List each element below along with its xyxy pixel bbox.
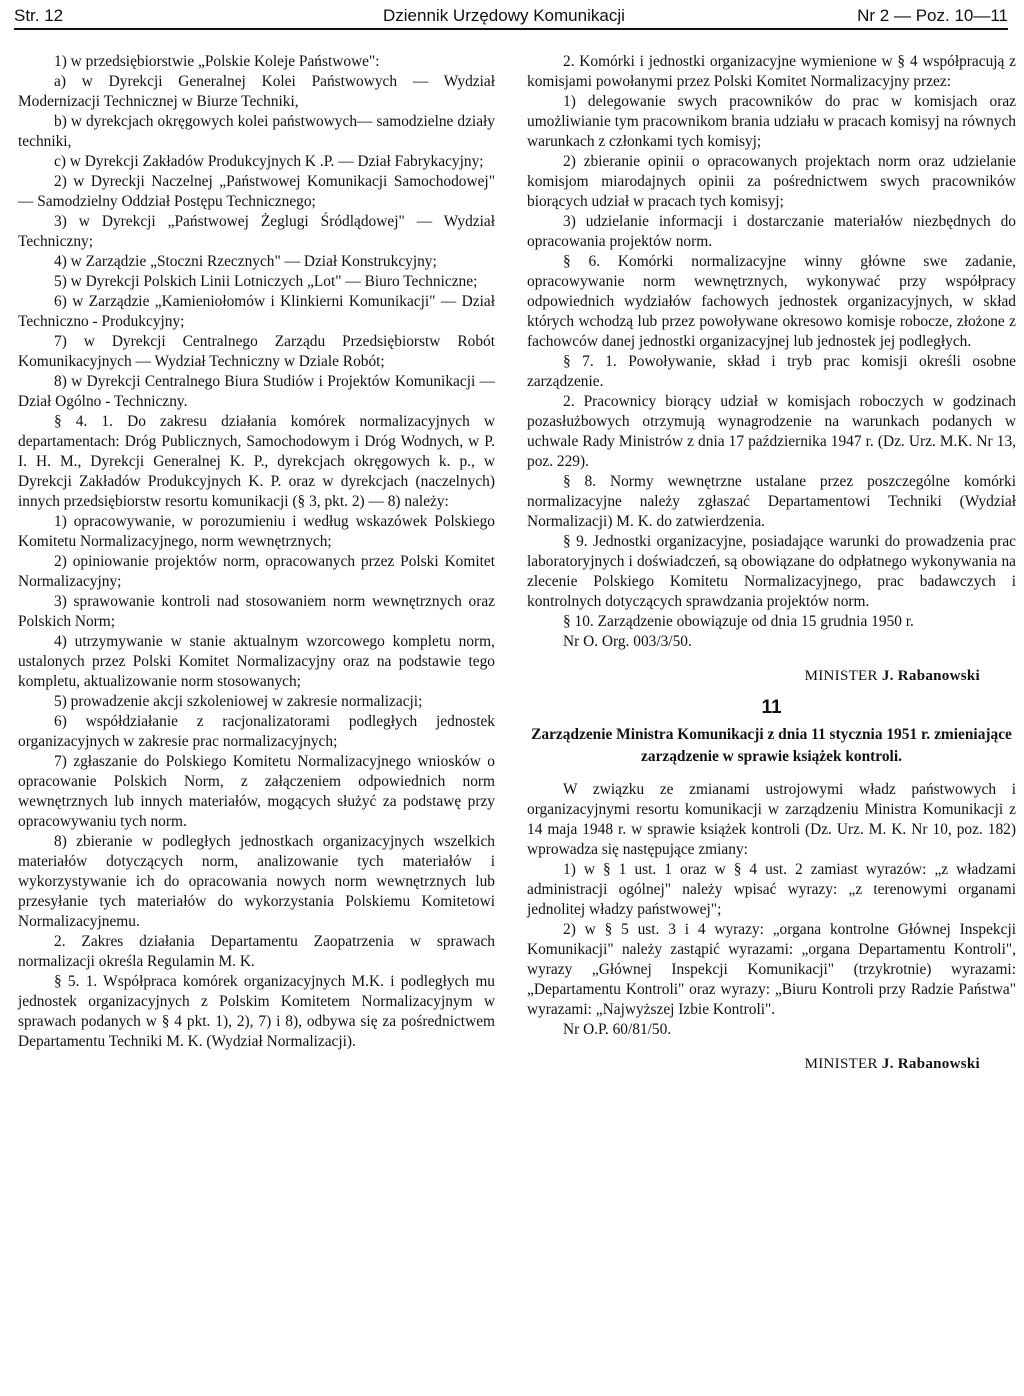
paragraph: 5) w Dyrekcji Polskich Linii Lotniczych „Lot" — Biuro Techniczne;: [54, 273, 478, 290]
signature-name: J. Rabanowski: [881, 668, 980, 684]
paragraph: 2) w Dyreckji Naczelnej „Państwowej Komunikacji Samochodowej" — Samodzielny Oddział Postępu Technicznego;: [18, 173, 495, 210]
reference-number: Nr O.P. 60/81/50.: [563, 1021, 672, 1038]
paragraph: 1) w przedsiębiorstwie „Polskie Koleje Państwowe":: [54, 53, 380, 70]
signature-title: MINISTER: [804, 668, 878, 684]
paragraph: 3) sprawowanie kontroli nad stosowaniem norm wewnętrznych oraz Polskich Norm;: [18, 593, 495, 630]
paragraph: § 10. Zarządzenie obowiązuje od dnia 15 grudnia 1950 r.: [563, 613, 914, 630]
paragraph: 2) zbieranie opinii o opracowanych projektach norm oraz udzielanie komisjom miarodajnych opinii za pośrednictwem swych pracowników biorących udział w pracach tych komisyj;: [527, 153, 1016, 210]
paragraph: 2. Pracownicy biorący udział w komisjach roboczych w godzinach pozasłużbowych otrzymują wynagrodzenie na warunkach podanych w uchwale Rady Ministrów z dnia 17 października 1947 r. (Dz. Urz. M.K. Nr 13, poz. 229).: [527, 393, 1016, 470]
paragraph: 1) delegowanie swych pracowników do prac w komisjach oraz umożliwianie tym pracownikom brania udziału w pracach komisyj na równych warunkach z członkami tych komisyj;: [527, 93, 1016, 150]
left-column: [18, 52, 495, 1052]
paragraph: 2) opiniowanie projektów norm, opracowanych przez Polski Komitet Normalizacyjny;: [18, 553, 495, 590]
signature-block: [527, 666, 980, 686]
item-number: 11: [761, 697, 782, 718]
paragraph: § 6. Komórki normalizacyjne winny główne swe zadanie, opracowywanie norm wewnętrznych, wykonywać przy współpracy odpowiednich wydziałów fachowych jednostek organizacyjnych, w skład których wchodzą lub przez powoływane okresowo komisje robocze, złożone z fachowców danej jednostki organizacyjnej lub jednostek jej podległych.: [527, 253, 1016, 350]
paragraph: 5) prowadzenie akcji szkoleniowej w zakresie normalizacji;: [54, 693, 423, 710]
paragraph: § 4. 1. Do zakresu działania komórek normalizacyjnych w departamentach: Dróg Publicznych, Samochodowym i Dróg Wodnych, w P. I. H. M., Dyrekcji Generalnej K. P., dyrekcjach okręgowych k. p., w Dyrekcji Zakładów Produkcyjnych K. P. oraz w dyrekcjach (naczelnych) innych przedsiębiorstw resortu komunikacji (§ 3, pkt. 2) — 8) należy:: [18, 413, 495, 510]
item-title: Zarządzenie Ministra Komunikacji z dnia 11 stycznia 1951 r. zmieniające zarządzenie w sprawie książek kontroli.: [531, 726, 1012, 765]
paragraph: 1) opracowywanie, w porozumieniu i według wskazówek Polskiego Komitetu Normalizacyjnego, norm wewnętrznych;: [18, 513, 495, 550]
paragraph: § 5. 1. Współpraca komórek organizacyjnych M.K. i podległych mu jednostek organizacyjnych z Polskim Komitetem Normalizacyjnym w sprawach podanych w § 4 pkt. 1), 2), 7) i 8), odbywa się za pośrednictwem Departamentu Techniki M. K. (Wydział Normalizacji).: [18, 973, 495, 1050]
paragraph: 6) w Zarządzie „Kamieniołomów i Klinkierni Komunikacji" — Dział Techniczno - Produkcyjny;: [18, 293, 495, 330]
paragraph: 2. Zakres działania Departamentu Zaopatrzenia w sprawach normalizacji określa Regulamin M. K.: [18, 933, 495, 970]
signature-name: J. Rabanowski: [881, 1056, 980, 1072]
paragraph: § 7. 1. Powoływanie, skład i tryb prac komisji określi osobne zarządzenie.: [527, 353, 1016, 390]
paragraph: 1) w § 1 ust. 1 oraz w § 4 ust. 2 zamiast wyrazów: „z władzami administracji ogólnej" należy wpisać wyrazy: „z terenowymi organami jednolitej władzy państwowej";: [527, 861, 1016, 918]
paragraph: 2) w § 5 ust. 3 i 4 wyrazy: „organa kontrolne Głównej Inspekcji Komunikacji" należy zastąpić wyrazami: „organa Departamentu Kontroli", wyrazy „Głównej Inspekcji Komunikacji" (trzykrotnie) wyrazami: „Departamentu Kontroli" oraz wyrazy: „Biuru Kontroli przy Radzie Państwa" wyrazami: „Najwyższej Izbie Kontroli".: [527, 921, 1016, 1018]
issue-position: Nr 2 — Poz. 10—11: [857, 6, 1008, 25]
paragraph: 3) w Dyrekcji „Państwowej Żeglugi Śródlądowej" — Wydział Techniczny;: [18, 213, 495, 250]
paragraph: c) w Dyrekcji Zakładów Produkcyjnych K .P. — Dział Fabrykacyjny;: [54, 153, 484, 170]
signature-title: MINISTER: [804, 1056, 878, 1072]
paragraph: a) w Dyrekcji Generalnej Kolei Państwowych — Wydział Modernizacji Technicznej w Biurze Techniki,: [18, 73, 495, 110]
reference-number: Nr O. Org. 003/3/50.: [563, 633, 692, 650]
paragraph: 3) udzielanie informacji i dostarczanie materiałów niezbędnych do opracowania projektów norm.: [527, 213, 1016, 250]
page-header: [14, 4, 1008, 30]
paragraph: 4) utrzymywanie w stanie aktualnym wzorcowego kompletu norm, ustalonych przez Polski Komitet Normalizacyjny oraz na podstawie tego kompletu, aktualizowanie norm stosowanych;: [18, 633, 495, 690]
paragraph: 7) w Dyrekcji Centralnego Zarządu Przedsiębiorstw Robót Komunikacyjnych — Wydział Techniczny w Dziale Robót;: [18, 333, 495, 370]
paragraph: 2. Komórki i jednostki organizacyjne wymienione w § 4 współpracują z komisjami powołanymi przez Polski Komitet Normalizacyjny przez:: [527, 53, 1016, 90]
paragraph: W związku ze zmianami ustrojowymi władz państwowych i organizacyjnymi resortu komunikacji w zarządzeniu Ministra Komunikacji z 14 maja 1948 r. w sprawie książek kontroli (Dz. Urz. M. K. Nr 10, poz. 182) wprowadza się następujące zmiany:: [527, 781, 1016, 858]
journal-title: Dziennik Urzędowy Komunikacji: [383, 6, 625, 25]
paragraph: § 8. Normy wewnętrzne ustalane przez poszczególne komórki normalizacyjne należy zgłaszać Departamentowi Techniki (Wydział Normalizacji) M. K. do zatwierdzenia.: [527, 473, 1016, 530]
paragraph: b) w dyrekcjach okręgowych kolei państwowych— samodzielne działy techniki,: [18, 113, 495, 150]
paragraph: 7) zgłaszanie do Polskiego Komitetu Normalizacyjnego wniosków o opracowanie Polskich Norm, z załączeniem odpowiednich norm wewnętrznych lub innych materiałów, mogących służyć za podstawę przy opracowywaniu tych norm.: [18, 753, 495, 830]
paragraph: 6) współdziałanie z racjonalizatorami podległych jednostek organizacyjnych w zakresie prac normalizacyjnych;: [18, 713, 495, 750]
signature-block: [527, 1054, 980, 1074]
paragraph: 8) zbieranie w podległych jednostkach organizacyjnych wszelkich materiałów dotyczących norm, analizowanie tych materiałów i wykorzystywanie ich do opracowania nowych norm wewnętrznych lub przesyłanie tych materiałów do wykorzystania Polskiemu Komitetowi Normalizacyjnemu.: [18, 833, 495, 930]
paragraph: 4) w Zarządzie „Stoczni Rzecznych" — Dział Konstrukcyjny;: [54, 253, 437, 270]
paragraph: 8) w Dyrekcji Centralnego Biura Studiów i Projektów Komunikacji — Dział Ogólno - Techniczny.: [18, 373, 495, 410]
page-number: Str. 12: [14, 6, 64, 25]
paragraph: § 9. Jednostki organizacyjne, posiadające warunki do prowadzenia prac laboratoryjnych i doświadczeń, są obowiązane do odpłatnego wykonywania na zlecenie Polskiego Komitetu Normalizacyjnego, prac badawczych i kontrolnych dotyczących sprawdzania projektów norm.: [527, 533, 1016, 610]
right-column: [527, 52, 1016, 1074]
